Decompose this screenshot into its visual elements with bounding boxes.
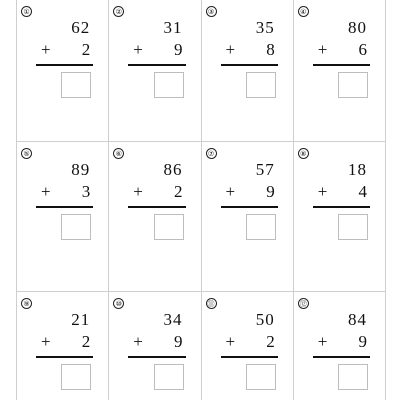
- plus-sign: +: [41, 182, 51, 201]
- problem-card: [109, 292, 201, 400]
- problem-card: [202, 292, 294, 400]
- answer-box[interactable]: [154, 214, 184, 240]
- addend-bottom: 9: [358, 332, 367, 351]
- problem-card: [202, 142, 294, 292]
- problem-card: [109, 0, 201, 142]
- answer-box[interactable]: [154, 72, 184, 98]
- problem-card: [17, 292, 109, 400]
- addend-bottom: 2: [174, 182, 183, 201]
- addend-bottom: 6: [358, 40, 367, 59]
- sum-line: [313, 206, 370, 208]
- addend-top: 62: [71, 18, 91, 37]
- problem-card: [294, 142, 386, 292]
- addend-bottom: 2: [266, 332, 275, 351]
- problem-card: [109, 142, 201, 292]
- addend-bottom: 2: [81, 332, 91, 351]
- addend-top: 31: [163, 18, 183, 37]
- answer-box[interactable]: [338, 214, 368, 240]
- addend-top: 80: [348, 18, 367, 37]
- answer-box[interactable]: [246, 364, 276, 390]
- plus-sign: +: [225, 332, 236, 351]
- answer-box[interactable]: [61, 364, 91, 390]
- plus-sign: +: [133, 332, 143, 351]
- problem-number: ②: [113, 6, 124, 17]
- problem-number: ①: [21, 6, 32, 17]
- problem-number: ⑧: [298, 148, 309, 159]
- sum-line: [313, 356, 370, 358]
- problem-number: ⑤: [21, 148, 32, 159]
- addend-bottom: 9: [266, 182, 275, 201]
- sum-line: [128, 356, 185, 358]
- addend-bottom: 9: [174, 40, 183, 59]
- problem-number: ⑫: [299, 300, 307, 308]
- problem-number: ⑦: [206, 148, 217, 159]
- plus-sign: +: [133, 182, 143, 201]
- addend-top: 57: [255, 160, 275, 179]
- answer-box[interactable]: [154, 364, 184, 390]
- addend-top: 50: [255, 310, 275, 329]
- problem-number: ③: [206, 6, 217, 17]
- plus-sign: +: [225, 182, 236, 201]
- plus-sign: +: [133, 40, 143, 59]
- problem-card: [17, 142, 109, 292]
- addend-top: 18: [348, 160, 367, 179]
- problem-number: ⑨: [21, 298, 32, 309]
- problem-card: [294, 0, 386, 142]
- addend-bottom: 4: [358, 182, 367, 201]
- answer-box[interactable]: [338, 72, 368, 98]
- answer-box[interactable]: [246, 214, 276, 240]
- problem-card: [202, 0, 294, 142]
- addend-top: 34: [163, 310, 183, 329]
- answer-box[interactable]: [246, 72, 276, 98]
- sum-line: [221, 206, 278, 208]
- sum-line: [36, 356, 93, 358]
- sum-line: [36, 64, 93, 66]
- problem-card: [17, 0, 109, 142]
- answer-box[interactable]: [338, 364, 368, 390]
- sum-line: [36, 206, 93, 208]
- problem-number: ⑩: [113, 298, 124, 309]
- problem-number: ④: [298, 6, 309, 17]
- answer-box[interactable]: [61, 214, 91, 240]
- sum-line: [221, 64, 278, 66]
- plus-sign: +: [41, 332, 51, 351]
- addend-top: 89: [71, 160, 91, 179]
- plus-sign: +: [225, 40, 236, 59]
- problem-card: [294, 292, 386, 400]
- addend-top: 86: [163, 160, 183, 179]
- addend-bottom: 2: [81, 40, 91, 59]
- sum-line: [221, 356, 278, 358]
- addend-top: 21: [71, 310, 91, 329]
- plus-sign: +: [317, 182, 328, 201]
- plus-sign: +: [317, 332, 328, 351]
- problem-grid: [16, 0, 386, 400]
- addend-bottom: 8: [266, 40, 275, 59]
- sum-line: [313, 64, 370, 66]
- problem-number: ⑪: [207, 300, 215, 308]
- addend-bottom: 9: [174, 332, 183, 351]
- addend-top: 35: [255, 18, 275, 37]
- plus-sign: +: [41, 40, 51, 59]
- sum-line: [128, 206, 185, 208]
- plus-sign: +: [317, 40, 328, 59]
- addend-bottom: 3: [81, 182, 91, 201]
- answer-box[interactable]: [61, 72, 91, 98]
- sum-line: [128, 64, 185, 66]
- addend-top: 84: [348, 310, 367, 329]
- problem-number: ⑥: [113, 148, 124, 159]
